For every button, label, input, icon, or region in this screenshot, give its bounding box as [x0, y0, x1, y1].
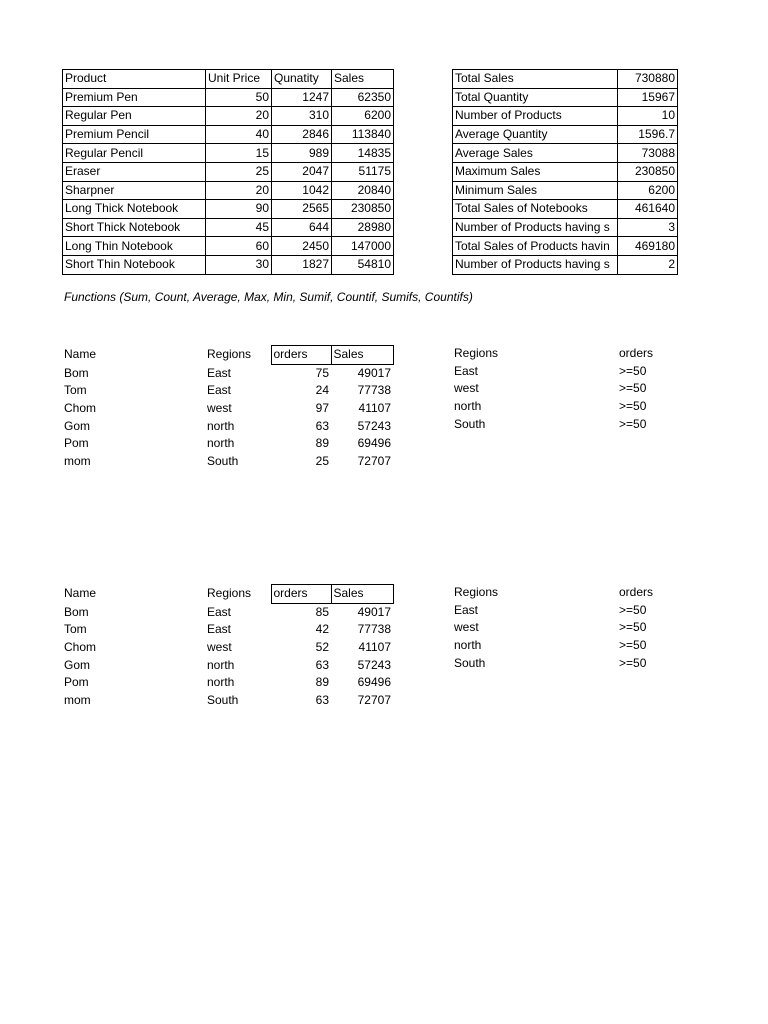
table-cell: Tom	[64, 383, 87, 398]
column-header: Unit Price	[206, 70, 272, 89]
table-cell: 51175	[332, 162, 394, 181]
summary-row	[453, 162, 678, 181]
column-header: Name	[64, 586, 97, 601]
column-header: Regions	[207, 347, 252, 362]
table-row	[63, 144, 394, 163]
table-cell: 54810	[332, 255, 394, 274]
summary-label: Number of Products having s	[453, 218, 618, 237]
summary-row	[453, 70, 678, 89]
criteria-row	[452, 398, 677, 416]
functions-caption: Functions (Sum, Count, Average, Max, Min, Sumif, Countif, Sumifs, Countifs)	[64, 290, 473, 304]
summary-value: 230850	[618, 162, 678, 181]
table-cell: 2846	[272, 125, 332, 144]
table-row	[62, 621, 393, 639]
criteria-row	[452, 415, 677, 433]
table-cell: Pom	[64, 675, 89, 690]
table-cell: 89	[315, 675, 329, 690]
table-cell: north	[207, 418, 235, 433]
column-header: Product	[63, 70, 206, 89]
criteria-row	[452, 363, 677, 381]
table-cell: 1827	[272, 255, 332, 274]
table-cell: 77738	[357, 383, 391, 398]
table-cell: 24	[315, 383, 329, 398]
table-cell: north	[207, 436, 235, 451]
table-cell: Premium Pencil	[63, 125, 206, 144]
summary-label: Maximum Sales	[453, 162, 618, 181]
table-cell: north	[207, 657, 235, 672]
table-cell: Long Thin Notebook	[63, 237, 206, 256]
table-cell: Short Thick Notebook	[63, 218, 206, 237]
table-cell: 113840	[332, 125, 394, 144]
summary-row	[453, 88, 678, 107]
table-cell: East	[207, 604, 232, 619]
table-row	[62, 417, 393, 435]
criteria-cell: >=50	[619, 602, 647, 617]
criteria-cell: East	[454, 363, 479, 378]
criteria-row	[452, 637, 677, 655]
criteria-header-row	[452, 584, 677, 602]
summary-label: Average Quantity	[453, 125, 618, 144]
column-header: Sales	[332, 70, 394, 89]
column-header: Sales	[331, 585, 393, 604]
table-cell: Premium Pen	[63, 88, 206, 107]
table-cell: Long Thick Notebook	[63, 200, 206, 219]
criteria-cell: South	[454, 416, 486, 431]
table-cell: west	[207, 401, 232, 416]
table-cell: 30	[206, 255, 272, 274]
column-header: Regions	[207, 586, 252, 601]
table-row	[63, 255, 394, 274]
table-cell: 72707	[357, 692, 391, 707]
table-row	[62, 692, 393, 710]
table-cell: South	[207, 692, 239, 707]
criteria-cell: >=50	[619, 638, 647, 653]
table-cell: 1042	[272, 181, 332, 200]
table-header-row	[62, 585, 393, 604]
criteria-cell: north	[454, 399, 482, 414]
summary-row	[453, 200, 678, 219]
table-cell: 6200	[332, 107, 394, 126]
table-cell: 72707	[357, 453, 391, 468]
table-cell: 14835	[332, 144, 394, 163]
table-row	[62, 656, 393, 674]
criteria-header: orders	[619, 346, 654, 361]
table-cell: 2565	[272, 200, 332, 219]
table-cell: Gom	[64, 657, 91, 672]
table-cell: 310	[272, 107, 332, 126]
criteria-header: orders	[619, 585, 654, 600]
summary-label: Total Quantity	[453, 88, 618, 107]
product-table	[62, 69, 394, 275]
table-cell: 69496	[357, 436, 391, 451]
table-cell: Gom	[64, 418, 91, 433]
criteria-cell: >=50	[619, 416, 647, 431]
column-header: Name	[64, 347, 97, 362]
criteria-cell: west	[454, 381, 479, 396]
table-row	[62, 453, 393, 471]
summary-row	[453, 107, 678, 126]
table-row	[62, 639, 393, 657]
column-header: Sales	[331, 346, 393, 365]
summary-row	[453, 255, 678, 274]
table-cell: 49017	[357, 365, 391, 380]
table-row	[62, 603, 393, 621]
table-cell: Regular Pencil	[63, 144, 206, 163]
table-cell: South	[207, 453, 239, 468]
table-cell: 63	[315, 692, 329, 707]
column-header: orders	[271, 346, 331, 365]
orders-table-2	[62, 584, 394, 709]
summary-row	[453, 218, 678, 237]
table-cell: 60	[206, 237, 272, 256]
table-row	[63, 218, 394, 237]
table-cell: 77738	[357, 622, 391, 637]
criteria-header: Regions	[454, 585, 499, 600]
table-cell: Sharpner	[63, 181, 206, 200]
table-cell: Bom	[64, 604, 89, 619]
table-cell: 20840	[332, 181, 394, 200]
table-cell: Bom	[64, 365, 89, 380]
table-cell: 25	[315, 453, 329, 468]
table-row	[62, 674, 393, 692]
table-cell: 63	[315, 657, 329, 672]
table-header-row	[62, 346, 393, 365]
table-cell: 62350	[332, 88, 394, 107]
table-cell: 25	[206, 162, 272, 181]
table-cell: Eraser	[63, 162, 206, 181]
table-cell: East	[207, 365, 232, 380]
criteria-table-1	[452, 345, 677, 433]
criteria-cell: East	[454, 602, 479, 617]
table-row	[62, 382, 393, 400]
column-header: Qunatity	[272, 70, 332, 89]
table-row	[63, 107, 394, 126]
summary-value: 3	[618, 218, 678, 237]
table-row	[63, 125, 394, 144]
criteria-cell: >=50	[619, 620, 647, 635]
table-header-row	[63, 70, 394, 89]
summary-row	[453, 181, 678, 200]
summary-row	[453, 125, 678, 144]
table-cell: 20	[206, 107, 272, 126]
table-cell: 147000	[332, 237, 394, 256]
table-row	[63, 181, 394, 200]
summary-value: 6200	[618, 181, 678, 200]
criteria-row	[452, 380, 677, 398]
criteria-cell: north	[454, 638, 482, 653]
column-header: orders	[271, 585, 331, 604]
table-cell: 52	[315, 640, 329, 655]
table-cell: mom	[64, 453, 91, 468]
summary-value: 10	[618, 107, 678, 126]
table-row	[63, 88, 394, 107]
table-cell: 40	[206, 125, 272, 144]
table-cell: 644	[272, 218, 332, 237]
summary-label: Number of Products having s	[453, 255, 618, 274]
summary-label: Number of Products	[453, 107, 618, 126]
summary-value: 469180	[618, 237, 678, 256]
table-cell: 63	[315, 418, 329, 433]
table-cell: west	[207, 640, 232, 655]
summary-label: Total Sales	[453, 70, 618, 89]
criteria-cell: west	[454, 620, 479, 635]
table-cell: 2450	[272, 237, 332, 256]
table-cell: 230850	[332, 200, 394, 219]
criteria-cell: >=50	[619, 655, 647, 670]
table-cell: 28980	[332, 218, 394, 237]
table-cell: 49017	[357, 604, 391, 619]
table-cell: 2047	[272, 162, 332, 181]
summary-row	[453, 237, 678, 256]
summary-label: Total Sales of Notebooks	[453, 200, 618, 219]
summary-value: 2	[618, 255, 678, 274]
criteria-table-2	[452, 584, 677, 672]
table-row	[62, 400, 393, 418]
table-cell: 85	[315, 604, 329, 619]
criteria-row	[452, 654, 677, 672]
table-cell: mom	[64, 692, 91, 707]
summary-label: Total Sales of Products havin	[453, 237, 618, 256]
table-cell: 57243	[357, 418, 391, 433]
table-cell: Regular Pen	[63, 107, 206, 126]
summary-value: 1596.7	[618, 125, 678, 144]
table-cell: 89	[315, 436, 329, 451]
table-row	[63, 162, 394, 181]
table-cell: 42	[315, 622, 329, 637]
table-cell: Tom	[64, 622, 87, 637]
table-cell: 15	[206, 144, 272, 163]
summary-label: Average Sales	[453, 144, 618, 163]
criteria-row	[452, 602, 677, 620]
table-row	[62, 435, 393, 453]
table-cell: 41107	[358, 640, 391, 655]
table-cell: 75	[315, 365, 329, 380]
summary-value: 730880	[618, 70, 678, 89]
summary-table	[452, 69, 678, 275]
table-cell: north	[207, 675, 235, 690]
table-cell: 57243	[357, 657, 391, 672]
table-cell: 45	[206, 218, 272, 237]
summary-value: 15967	[618, 88, 678, 107]
table-cell: 41107	[358, 401, 391, 416]
table-cell: East	[207, 622, 232, 637]
criteria-row	[452, 619, 677, 637]
table-cell: 50	[206, 88, 272, 107]
table-cell: Chom	[64, 401, 97, 416]
summary-value: 461640	[618, 200, 678, 219]
table-row	[63, 200, 394, 219]
table-cell: Short Thin Notebook	[63, 255, 206, 274]
table-cell: 989	[272, 144, 332, 163]
criteria-header-row	[452, 345, 677, 363]
summary-value: 73088	[618, 144, 678, 163]
table-cell: 97	[315, 401, 329, 416]
table-cell: 20	[206, 181, 272, 200]
table-cell: 1247	[272, 88, 332, 107]
criteria-cell: >=50	[619, 363, 647, 378]
summary-label: Minimum Sales	[453, 181, 618, 200]
table-cell: Chom	[64, 640, 97, 655]
table-cell: 90	[206, 200, 272, 219]
table-row	[62, 364, 393, 382]
table-row	[63, 237, 394, 256]
table-cell: 69496	[357, 675, 391, 690]
criteria-cell: >=50	[619, 381, 647, 396]
criteria-cell: South	[454, 655, 486, 670]
criteria-header: Regions	[454, 346, 499, 361]
orders-table-1	[62, 345, 394, 470]
summary-row	[453, 144, 678, 163]
table-cell: East	[207, 383, 232, 398]
criteria-cell: >=50	[619, 399, 647, 414]
table-cell: Pom	[64, 436, 89, 451]
